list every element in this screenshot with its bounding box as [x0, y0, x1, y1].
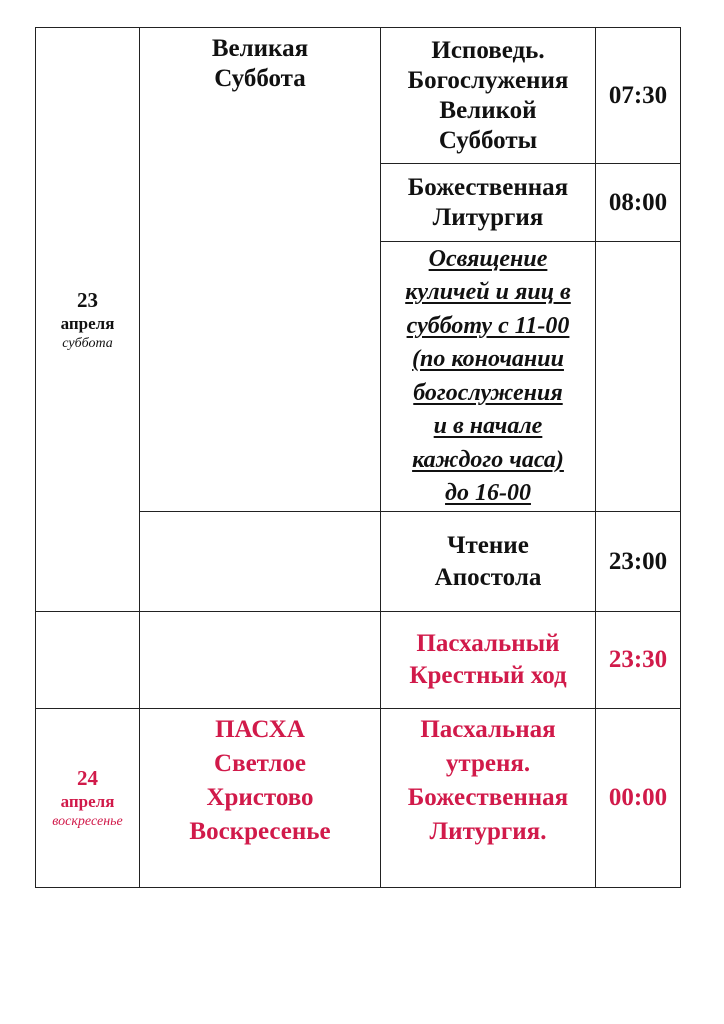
day-number: 23	[77, 287, 98, 312]
feast-line: ПАСХА	[215, 716, 305, 743]
service-line: Освящение	[428, 245, 548, 272]
service-line: Богослужения	[407, 66, 569, 94]
service-line: куличей и яиц в	[405, 279, 571, 305]
date-cell-24	[36, 709, 140, 888]
feast-cell-great-saturday	[140, 28, 381, 512]
feast-cell-empty	[140, 512, 381, 612]
day-month: апреля	[60, 792, 115, 811]
time-cell: 23:30	[596, 612, 681, 709]
feast-line: Воскресенье	[189, 818, 331, 845]
service-line: субботу с 11-00	[406, 312, 570, 339]
schedule-table	[35, 27, 681, 888]
service-cell-liturgy	[381, 164, 596, 242]
service-line: Крестный ход	[409, 662, 567, 689]
day-number: 24	[77, 766, 98, 790]
service-line: Литургия	[432, 203, 544, 231]
service-line: Чтение	[447, 531, 529, 559]
service-line: до 16-00	[445, 480, 531, 506]
service-line: Субботы	[438, 126, 538, 154]
service-line: Божественная	[407, 173, 569, 201]
service-line: Великой	[439, 96, 537, 124]
feast-line: Суббота	[214, 65, 306, 92]
time-cell: 08:00	[596, 164, 681, 242]
service-line: Пасхальная	[420, 716, 556, 743]
service-cell-paschal-matins	[381, 709, 596, 888]
service-line: утреня.	[445, 750, 531, 777]
day-month: апреля	[60, 313, 115, 333]
date-cell-23	[36, 28, 140, 612]
service-line: Исповедь.	[431, 36, 545, 64]
service-line: Пасхальный	[416, 630, 560, 657]
service-cell-procession	[381, 612, 596, 709]
service-line: Апостола	[434, 563, 542, 591]
service-line: Божественная	[407, 784, 569, 811]
feast-cell-empty	[140, 612, 381, 709]
feast-cell-pascha	[140, 709, 381, 888]
service-line: каждого часа)	[412, 446, 564, 473]
time-cell: 00:00	[596, 709, 681, 888]
time-cell	[596, 242, 681, 512]
service-line: богослужения	[413, 379, 563, 406]
service-cell-apostle-reading	[381, 512, 596, 612]
service-line: и в начале	[433, 413, 543, 439]
service-line: Литургия.	[429, 818, 547, 845]
feast-line: Христово	[206, 784, 314, 811]
service-cell-blessing-kulich	[381, 242, 596, 512]
date-cell-empty	[36, 612, 140, 709]
feast-line: Великая	[211, 35, 309, 62]
feast-line: Светлое	[214, 750, 306, 777]
service-line: (по коночании	[412, 346, 564, 372]
day-weekday: суббота	[62, 335, 113, 351]
time-cell: 23:00	[596, 512, 681, 612]
service-cell-confession	[381, 28, 596, 164]
day-weekday: воскресенье	[52, 814, 123, 829]
time-cell: 07:30	[596, 28, 681, 164]
